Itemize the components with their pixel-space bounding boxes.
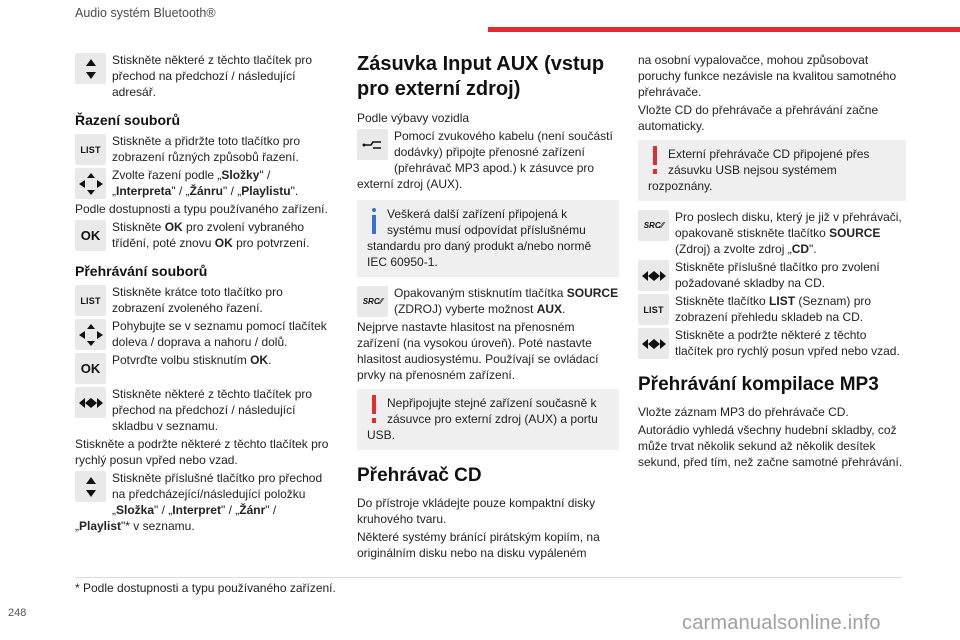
header-accent-bar <box>488 27 960 32</box>
paragraph: Některé systémy bránící pirátským kopiím, na originálním disku nebo na disku vypáleném <box>357 530 600 560</box>
info-box <box>357 200 619 277</box>
info-text: Veškerá další zařízení připojená k systému musí odpovídat příslušnému standardu pro daný produkt a/nebo normě IEC 60950-1. <box>367 207 592 269</box>
audio-cable-icon <box>357 129 388 160</box>
warning-box <box>638 140 906 201</box>
paragraph: Autorádio vyhledá všechny hudební skladby, což může trvat několik sekund až několik desítek sekund, před tím, než začne samotné přehrávání. <box>638 423 903 469</box>
up-down-arrows-icon <box>75 471 106 502</box>
column-2 <box>357 52 619 563</box>
paragraph: Stiskněte a podržte některé z těchto tlačítek pro rychlý posun vpřed nebo vzad. <box>675 328 900 358</box>
warning-icon <box>648 146 662 176</box>
paragraph: Pohybujte se v seznamu pomocí tlačítek doleva / doprava a nahoru / dolů. <box>112 319 327 349</box>
paragraph: Pomocí zvukového kabelu (není součástí dodávky) připojte přenosné zařízení (přehrávač MP3 apod.) k zásuvce pro externí zdroj (AUX). <box>357 129 613 191</box>
paragraph: Stiskněte krátce toto tlačítko pro zobrazení zvoleného řazení. <box>112 285 283 315</box>
footnote-divider <box>75 577 902 578</box>
ok-button-icon: OK <box>75 353 106 384</box>
warning-text: Externí přehrávače CD připojené přes zásuvku USB nejsou systémem rozpoznány. <box>648 147 870 193</box>
footnote: * Podle dostupnosti a typu používaného zařízení. <box>75 581 336 595</box>
source-button-icon: SRC ⁄⁄ <box>638 210 669 241</box>
four-way-arrows-icon <box>75 319 106 350</box>
seek-arrows-icon <box>75 387 106 418</box>
paragraph: Stiskněte tlačítko LIST (Seznam) pro zobrazení přehledu skladeb na CD. <box>675 294 872 324</box>
info-icon <box>367 206 381 236</box>
column-3 <box>638 52 906 472</box>
paragraph: Opakovaným stisknutím tlačítka SOURCE (ZDROJ) vyberte možnost AUX. <box>394 286 619 316</box>
list-button-icon: LIST <box>75 285 106 316</box>
warning-box <box>357 389 619 450</box>
paragraph: Stiskněte a podržte některé z těchto tlačítek pro rychlý posun vpřed nebo vzad. <box>75 437 329 467</box>
section-heading-aux: Zásuvka Input AUX (vstup pro externí zdroj) <box>357 53 605 100</box>
section-heading-sort: Řazení souborů <box>75 112 181 128</box>
paragraph: Vložte CD do přehrávače a přehrávání začne automaticky. <box>638 103 879 133</box>
paragraph: Stiskněte některé z těchto tlačítek pro přechod na předchozí / následující skladbu v seznamu. <box>112 387 313 433</box>
list-button-icon: LIST <box>638 294 669 325</box>
paragraph: Stiskněte příslušné tlačítko pro zvolení požadované skladby na CD. <box>675 260 880 290</box>
warning-icon <box>367 395 381 425</box>
paragraph: Stiskněte některé z těchto tlačítek pro přechod na předchozí / následující adresář. <box>112 53 313 99</box>
ok-button-icon: OK <box>75 220 106 251</box>
paragraph: na osobní vypalovačce, mohou způsobovat poruchy funkce nezávisle na kvalitou samotného přehrávače. <box>638 53 897 99</box>
paragraph: Potvrďte volbu stisknutím OK. <box>112 353 272 367</box>
page-number: 248 <box>8 607 27 619</box>
paragraph: Podle dostupnosti a typu používaného zařízení. <box>75 202 328 216</box>
list-button-icon: LIST <box>75 134 106 165</box>
section-heading-cd: Přehrávač CD <box>357 465 482 486</box>
four-way-arrows-icon <box>75 168 106 199</box>
watermark: carmanualsonline.info <box>682 612 881 634</box>
header-title: Audio systém Bluetooth® <box>75 6 216 20</box>
paragraph: Vložte záznam MP3 do přehrávače CD. <box>638 405 849 419</box>
paragraph: Stiskněte OK pro zvolení vybraného třídění, poté znovu OK pro potvrzení. <box>112 220 310 250</box>
paragraph: Do přístroje vkládejte pouze kompaktní disky kruhového tvaru. <box>357 496 596 526</box>
paragraph: Nejprve nastavte hlasitost na přenosném zařízení (na vysokou úroveň). Poté nastavte hlasitost audiosystému. Používají se ovládací prvky na přenosném zařízení. <box>357 320 599 382</box>
column-1 <box>75 52 333 536</box>
source-button-icon: SRC ⁄⁄ <box>357 286 388 317</box>
section-heading-mp3: Přehrávání kompilace MP3 <box>638 374 879 395</box>
seek-arrows-icon <box>638 260 669 291</box>
paragraph: Zvolte řazení podle „Složky" / „Interpreta" / „Žánru" / „Playlistu". <box>112 168 299 198</box>
paragraph: Podle výbavy vozidla <box>357 111 470 125</box>
paragraph: Stiskněte příslušné tlačítko pro přechod na předcházející/následující položku „Složka" / „Interpret" / „Žánr" / „Playlist"* v seznamu. <box>75 471 323 533</box>
paragraph: Stiskněte a přidržte toto tlačítko pro zobrazení různých způsobů řazení. <box>112 134 301 164</box>
section-heading-play: Přehrávání souborů <box>75 263 208 279</box>
seek-arrows-icon <box>638 328 669 359</box>
up-down-arrows-icon <box>75 53 106 84</box>
paragraph: Pro poslech disku, který je již v přehrávači, opakovaně stiskněte tlačítko SOURCE (Zdroj) a zvolte zdroj „CD". <box>675 210 902 256</box>
warning-text: Nepřipojujte stejné zařízení současně k zásuvce pro externí zdroj (AUX) a portu USB. <box>367 396 598 442</box>
